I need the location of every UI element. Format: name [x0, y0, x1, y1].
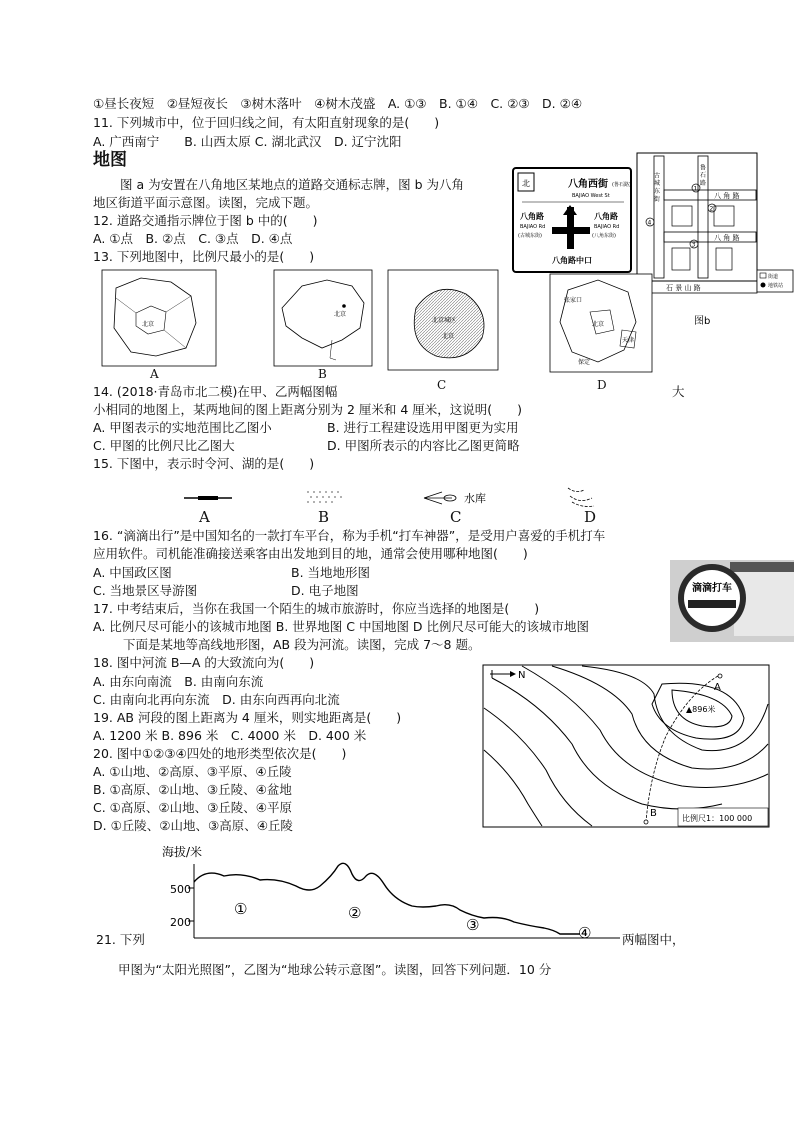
sign-north: 北 — [522, 179, 530, 188]
question-17: 17. 中考结束后，当你在我国一个陌生的城市旅游时，你应当选择的地图是( ) — [93, 601, 540, 616]
svg-text:3: 3 — [691, 241, 696, 249]
svg-text:200: 200 — [170, 916, 191, 929]
svg-text:水库: 水库 — [464, 492, 486, 505]
map-symbols-figure — [180, 484, 600, 526]
svg-text:(古城东街): (古城东街) — [518, 233, 542, 239]
svg-text:500: 500 — [170, 883, 191, 896]
map-c-label: C — [437, 378, 447, 392]
svg-text:地铁站: 地铁站 — [768, 283, 784, 289]
svg-text:N: N — [518, 670, 526, 681]
road-sign-figure — [512, 167, 632, 273]
didi-title: 滴滴打车 — [692, 583, 732, 594]
svg-text:①: ① — [234, 900, 248, 918]
svg-text:北京: 北京 — [142, 321, 155, 328]
question-18: 18. 图中河流 B—A 的大致流向为( ) — [93, 655, 315, 670]
svg-text:八角路: 八角路 — [594, 212, 618, 221]
question-15: 15. 下图中，表示时令河、湖的是( ) — [93, 456, 315, 471]
option-14a: A. 甲图表示的实地范围比乙图小 — [93, 420, 272, 435]
option-20c: C. ①高原、②山地、③丘陵、④平原 — [93, 800, 292, 815]
svg-text:4: 4 — [647, 219, 652, 227]
svg-text:石 景 山 路: 石 景 山 路 — [666, 284, 701, 292]
option-20d: D. ①丘陵、②山地、③高原、④丘陵 — [93, 818, 293, 833]
question-14-end: 大 — [672, 384, 685, 399]
svg-text:八角路中口: 八角路中口 — [552, 256, 592, 265]
map-d-label: D — [597, 378, 607, 392]
map-a — [96, 268, 222, 370]
svg-text:八 角 路: 八 角 路 — [714, 234, 740, 242]
question-12-options: A. ①点 B. ②点 C. ③点 D. ④点 — [93, 231, 293, 246]
question-14-cont: 小相同的地图上，某两地间的图上距离分别为 2 厘米和 4 厘米，这说明( ) — [93, 402, 523, 417]
option-16b: B. 当地地形图 — [291, 565, 371, 580]
svg-text:BAJIAO West St: BAJIAO West St — [572, 193, 610, 199]
svg-text:1: 1 — [693, 185, 698, 193]
figb-caption: 图b — [694, 316, 711, 327]
symbol-b-label: B — [318, 508, 330, 526]
svg-text:2: 2 — [709, 205, 714, 213]
map-b — [272, 268, 374, 370]
question-16-cont: 应用软件。司机能准确接送乘客由出发地到目的地，通常会使用哪种地图( ) — [93, 546, 528, 561]
svg-text:②: ② — [348, 904, 362, 922]
question-14: 14. (2018·青岛市北二模)在甲、乙两幅图幅 — [93, 384, 338, 399]
svg-text:北京: 北京 — [592, 321, 605, 328]
svg-text:鲁 石 路: 鲁 石 路 — [698, 164, 706, 186]
map-d — [548, 272, 654, 376]
symbol-a-label: A — [199, 508, 210, 526]
svg-text:A: A — [714, 682, 721, 693]
symbol-d-label: D — [584, 508, 597, 526]
symbol-c-label: C — [450, 508, 462, 526]
svg-text:天津: 天津 — [622, 337, 635, 344]
question-21: 21. 下列 — [96, 932, 145, 947]
question-21-end: 两幅图中， — [622, 932, 685, 947]
option-16d: D. 电子地图 — [291, 583, 359, 598]
options-line: ①昼长夜短 ②昼短夜长 ③树木落叶 ④树木茂盛 A. ①③ B. ①④ C. ②③ D. ②④ — [93, 96, 583, 111]
svg-text:张家口: 张家口 — [564, 297, 583, 304]
svg-text:海拔/米: 海拔/米 — [162, 845, 203, 859]
svg-text:③: ③ — [466, 916, 480, 934]
svg-text:(八角东街): (八角东街) — [592, 233, 616, 239]
svg-text:北京: 北京 — [442, 333, 455, 340]
svg-text:八 角 路: 八 角 路 — [714, 192, 740, 200]
sign-street: 八角西街 — [568, 179, 608, 190]
contour-map — [482, 664, 770, 828]
question-11: 11. 下列城市中，位于回归线之间，有太阳直射现象的是( ) — [93, 115, 440, 130]
sign-arrow-bar — [552, 227, 590, 234]
question-17-options: A. 比例尺尽可能小的该城市地图 B. 世界地图 C 中国地图 D 比例尺尽可能大的该城市地图 — [93, 619, 590, 634]
svg-text:B: B — [650, 808, 657, 819]
option-16c: C. 当地景区导游图 — [93, 583, 198, 598]
svg-text:北京城区: 北京城区 — [432, 317, 457, 324]
option-20b: B. ①高原、②山地、③丘陵、④盆地 — [93, 782, 292, 797]
option-16a: A. 中国政区图 — [93, 565, 172, 580]
option-18ab: A. 由东向南流 B. 由南向东流 — [93, 674, 264, 689]
contour-intro: 下面是某地等高线地形图，AB 段为河流。读图，完成 7～8 题。 — [123, 637, 481, 652]
svg-text:BAJIAO Rd: BAJIAO Rd — [594, 224, 620, 230]
intro-line-1: 图 a 为安置在八角地区某地点的道路交通标志牌，图 b 为八角 — [120, 177, 464, 192]
option-18cd: C. 由南向北再向东流 D. 由东向西再向北流 — [93, 692, 340, 707]
svg-text:▲896米: ▲896米 — [686, 705, 716, 714]
intro-line-2: 地区街道平面示意图。读图，完成下题。 — [93, 195, 319, 210]
question-11-options: A. 广西南宁 B. 山西太原 C. 湖北武汉 D. 辽宁沈阳 — [93, 134, 402, 149]
map-c — [386, 268, 500, 372]
svg-text:BAJIAO Rd: BAJIAO Rd — [520, 224, 546, 230]
question-19: 19. AB 河段的图上距离为 4 厘米，则实地距离是( ) — [93, 710, 402, 725]
option-14d: D. 甲图所表示的内容比乙图更简略 — [327, 438, 520, 453]
svg-text:街道: 街道 — [768, 274, 779, 280]
svg-text:北京: 北京 — [334, 311, 347, 318]
svg-text:(鲁石路): (鲁石路) — [612, 182, 631, 188]
question-20: 20. 图中①②③④四处的地形类型依次是( ) — [93, 746, 347, 761]
terrain-profile — [160, 838, 620, 948]
section-heading: 地图 — [93, 150, 127, 170]
question-16: 16. “滴滴出行”是中国知名的一款打车平台，称为手机“打车神器”，是受用户喜爱的手机打车 — [93, 528, 606, 543]
didi-image — [670, 560, 794, 642]
svg-text:古 城 东 街: 古 城 东 街 — [652, 172, 660, 202]
street-plan-figure — [636, 152, 794, 328]
map-b-label: B — [318, 367, 327, 381]
svg-text:八角路: 八角路 — [520, 212, 544, 221]
svg-text:④: ④ — [578, 924, 592, 942]
question-21-cont: 甲图为“太阳光照图”，乙图为“地球公转示意图”。读图，回答下列问题．10 分 — [118, 962, 552, 977]
question-13: 13. 下列地图中，比例尺最小的是( ) — [93, 249, 315, 264]
question-12: 12. 道路交通指示牌位于图 b 中的( ) — [93, 213, 318, 228]
option-14b: B. 进行工程建设选用甲图更为实用 — [327, 420, 519, 435]
map-a-label: A — [150, 367, 159, 381]
option-14c: C. 甲图的比例尺比乙图大 — [93, 438, 235, 453]
option-19: A. 1200 米 B. 896 米 C. 4000 米 D. 400 米 — [93, 728, 367, 743]
svg-text:保定: 保定 — [578, 359, 591, 366]
option-20a: A. ①山地、②高原、③平原、④丘陵 — [93, 764, 292, 779]
svg-text:比例尺1：100 000: 比例尺1：100 000 — [682, 814, 753, 823]
